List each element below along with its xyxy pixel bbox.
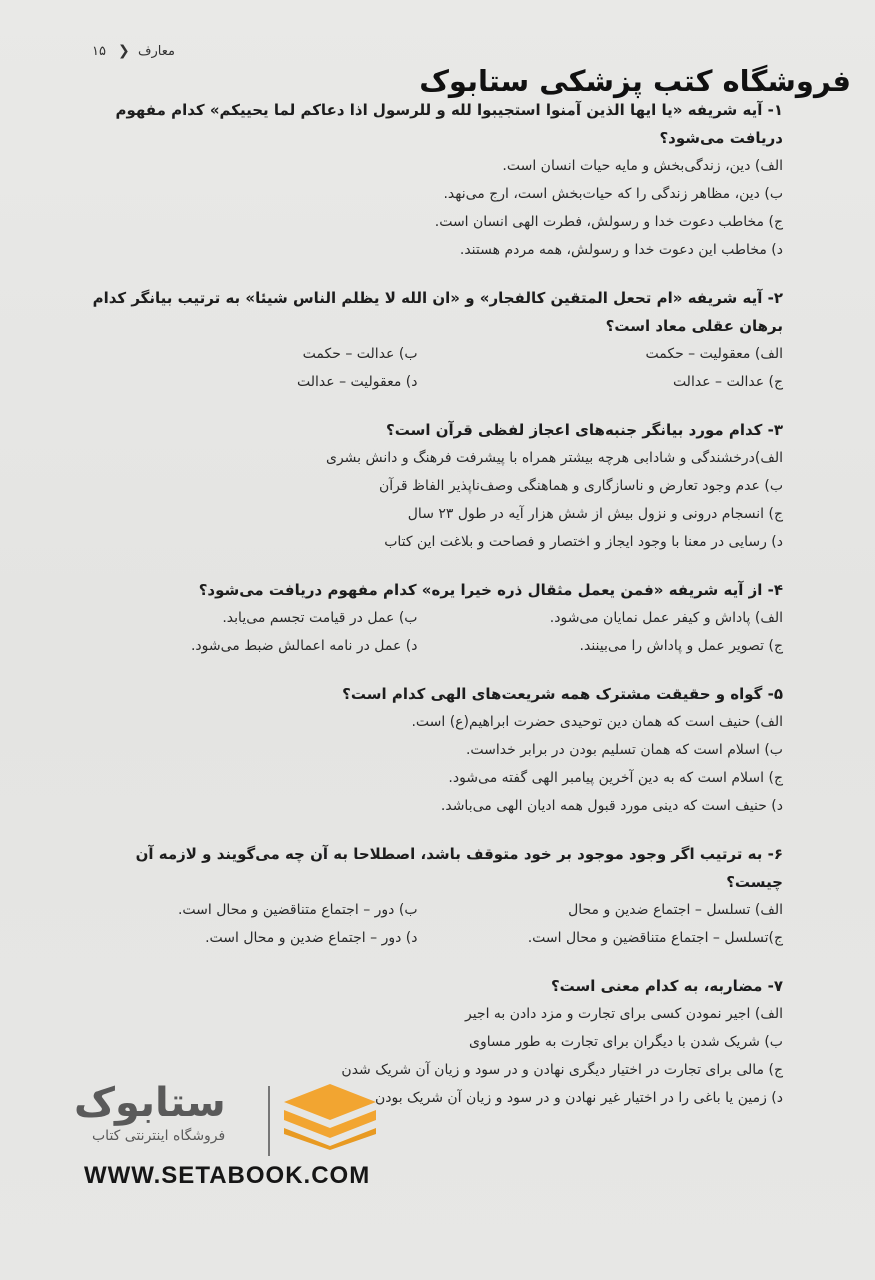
option: ب) دور – اجتماع متناقضین و محال است.: [177, 902, 418, 918]
option: ب) عدم وجود تعارض و ناسازگاری و هماهنگی وصف‌ناپذیر الفاظ قرآن: [378, 478, 783, 494]
question-title: ۳- کدام مورد بیانگر جنبه‌های اعجاز لفظی قرآن است؟: [386, 421, 783, 439]
watermark-title: فروشگاه کتب پزشکی ستابوک: [419, 64, 851, 98]
logo-url: WWW.SETABOOK.COM: [84, 1162, 371, 1189]
options-grid: [92, 896, 783, 952]
question-block: [92, 96, 783, 264]
question-block: [92, 840, 783, 952]
option: ج) مخاطب دعوت خدا و رسولش، فطرت الهی انسان است.: [434, 214, 783, 230]
option: الف) معقولیت – حکمت: [645, 346, 783, 362]
question-title: ۵- گواه و حقیقت مشترک همه شریعت‌های الهی کدام است؟: [342, 685, 783, 703]
option: الف) پاداش و کیفر عمل نمایان می‌شود.: [549, 610, 783, 626]
question-title: ۶- به ترتیب اگر وجود موجود بر خود متوقف باشد، اصطلاحا به آن چه می‌گویند و لازمه آن چیست؟: [135, 845, 783, 891]
logo-divider: [268, 1086, 270, 1156]
logo-tagline: فروشگاه اینترنتی کتاب: [92, 1128, 226, 1144]
question-block: [92, 680, 783, 820]
option: ب) دین، مظاهر زندگی را که حیات‌بخش است، ارج می‌نهد.: [443, 186, 783, 202]
option: د) دور – اجتماع ضدین و محال است.: [205, 930, 418, 946]
page-number: ۱۵: [92, 44, 106, 59]
option: الف) دین، زندگی‌بخش و مایه حیات انسان است.: [502, 158, 783, 174]
book-stack-icon: [280, 1078, 380, 1150]
option: ج) اسلام است که به دین آخرین پیامبر الهی گفته می‌شود.: [448, 770, 783, 786]
chevron-left-icon: ❮: [118, 43, 130, 59]
option: ب) شریک شدن با دیگران برای تجارت به طور مساوی: [469, 1034, 783, 1050]
option: ب) عمل در قیامت تجسم می‌یابد.: [222, 610, 418, 626]
option: د) مخاطب این دعوت خدا و رسولش، همه مردم هستند.: [459, 242, 783, 258]
option: ج) مالی برای تجارت در اختیار دیگری نهادن و در سود و زیان آن شریک شدن: [341, 1062, 783, 1078]
question-title: ۲- آیه شریفه «ام تحعل المتقین کالفجار» و «ان الله لا یظلم الناس شیئا» به ترتیب بیانگر کدام برهان عقلی معاد است؟: [92, 289, 783, 335]
option: ج) عدالت – عدالت: [672, 374, 783, 390]
question-block: [92, 576, 783, 660]
question-block: [92, 284, 783, 396]
question-block: [92, 416, 783, 556]
option: ج)تسلسل – اجتماع متناقضین و محال است.: [527, 930, 783, 946]
option: الف) تسلسل – اجتماع ضدین و محال: [568, 902, 783, 918]
option: د) عمل در نامه اعمالش ضبط می‌شود.: [190, 638, 418, 654]
option: الف) اجیر نمودن کسی برای تجارت و مزد دادن به اجیر: [464, 1006, 783, 1022]
logo-wordmark: ستابوک: [74, 1080, 226, 1126]
option: د) زمین یا باغی را در اختیار غیر نهادن و در سود و زیان آن شریک بودن: [374, 1090, 783, 1106]
option: ج) تصویر عمل و پاداش را می‌بینند.: [579, 638, 783, 654]
option: د) رسایی در معنا با وجود ایجاز و اختصار و فصاحت و بلاغت این کتاب: [384, 534, 783, 550]
option: د) معقولیت – عدالت: [297, 374, 418, 390]
options-grid: [92, 604, 783, 660]
option: د) حنیف است که دینی مورد قبول همه ادیان الهی می‌باشد.: [440, 798, 783, 814]
options-grid: [92, 340, 783, 396]
question-title: ۷- مضاربه، به کدام معنی است؟: [550, 977, 783, 995]
question-title: ۴- از آیه شریفه «فمن یعمل مثقال ذره خیرا یره» کدام مفهوم دریافت می‌شود؟: [198, 581, 783, 599]
question-title: ۱- آیه شریفه «یا ایها الذین آمنوا استجیبوا لله و للرسول اذا دعاکم لما یحییکم» کدام مفهوم دریافت می‌شود؟: [115, 101, 783, 147]
section-title: معارف: [138, 44, 175, 59]
option: الف)درخشندگی و شادابی هرچه بیشتر همراه با پیشرفت فرهنگ و دانش بشری: [326, 450, 783, 466]
option: ب) عدالت – حکمت: [302, 346, 418, 362]
option: الف) حنیف است که همان دین توحیدی حضرت ابراهیم(ع) است.: [411, 714, 783, 730]
questions-content: [92, 96, 783, 1132]
option: ب) اسلام است که همان تسلیم بودن در برابر خداست.: [465, 742, 783, 758]
option: ج) انسجام درونی و نزول بیش از شش هزار آیه در طول ۲۳ سال: [407, 506, 783, 522]
